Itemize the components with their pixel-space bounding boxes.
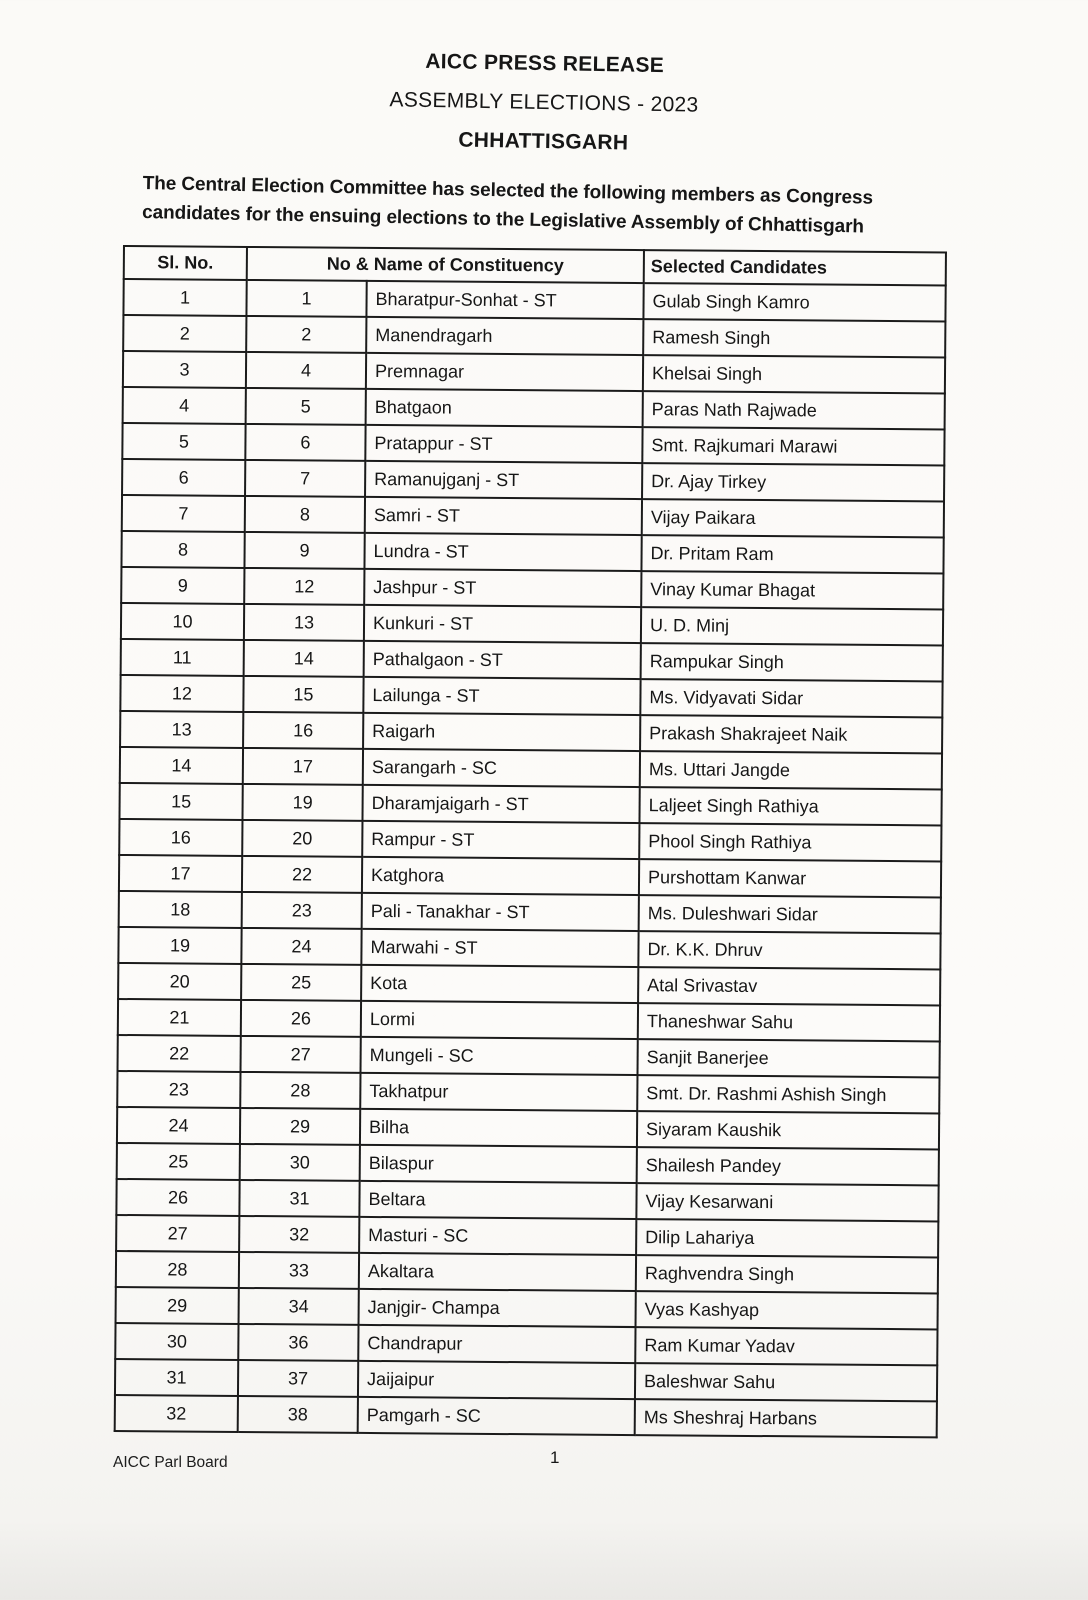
cell-selected-candidate: Vyas Kashyap <box>636 1291 938 1329</box>
cell-constituency-number: 20 <box>242 820 362 857</box>
cell-constituency-name: Samri - ST <box>365 497 642 535</box>
cell-selected-candidate: Smt. Rajkumari Marawi <box>642 427 944 465</box>
table-body <box>115 279 946 1437</box>
cell-constituency-name: Mungeli - SC <box>361 1037 638 1075</box>
cell-constituency-name: Bilaspur <box>360 1145 637 1183</box>
cell-constituency-number: 33 <box>239 1252 359 1289</box>
cell-constituency-number: 29 <box>240 1108 360 1145</box>
cell-serial-number: 24 <box>117 1107 240 1144</box>
cell-serial-number: 13 <box>120 711 243 748</box>
cell-constituency-number: 37 <box>238 1360 358 1397</box>
candidates-table <box>114 245 947 1438</box>
cell-constituency-name: Masturi - SC <box>359 1217 636 1255</box>
cell-constituency-name: Lundra - ST <box>364 533 641 571</box>
cell-serial-number: 8 <box>121 531 244 568</box>
cell-constituency-name: Lormi <box>361 1001 638 1039</box>
cell-selected-candidate: Siyaram Kaushik <box>637 1111 939 1149</box>
cell-selected-candidate: Purshottam Kanwar <box>639 859 941 897</box>
cell-selected-candidate: Dr. K.K. Dhruv <box>638 931 940 969</box>
cell-constituency-name: Ramanujganj - ST <box>365 461 642 499</box>
cell-constituency-number: 8 <box>245 496 365 533</box>
cell-constituency-name: Janjgir- Champa <box>359 1289 636 1327</box>
cell-selected-candidate: Prakash Shakrajeet Naik <box>640 715 942 753</box>
doc-title: AICC PRESS RELEASE <box>425 49 665 78</box>
cell-selected-candidate: Shailesh Pandey <box>637 1147 939 1185</box>
cell-serial-number: 25 <box>117 1143 240 1180</box>
cell-selected-candidate: Vijay Kesarwani <box>636 1183 938 1221</box>
intro-paragraph: The Central Election Committee has selected the following members as Congress candidates for the ensuing elections to the Legislative Assembly of Chhattisgarh <box>141 172 874 237</box>
cell-selected-candidate: Ram Kumar Yadav <box>635 1327 937 1365</box>
cell-selected-candidate: Raghvendra Singh <box>636 1255 938 1293</box>
cell-selected-candidate: Gulab Singh Kamro <box>643 283 945 321</box>
cell-selected-candidate: Dilip Lahariya <box>636 1219 938 1257</box>
cell-constituency-name: Pamgarh - SC <box>358 1397 635 1435</box>
cell-constituency-name: Pathalgaon - ST <box>364 641 641 679</box>
cell-constituency-name: Sarangarh - SC <box>363 749 640 787</box>
cell-constituency-name: Akaltara <box>359 1253 636 1291</box>
cell-constituency-number: 24 <box>241 928 361 965</box>
cell-serial-number: 12 <box>120 675 243 712</box>
cell-serial-number: 31 <box>115 1359 238 1396</box>
cell-constituency-number: 19 <box>242 784 362 821</box>
cell-constituency-number: 1 <box>246 280 366 317</box>
cell-serial-number: 26 <box>116 1179 239 1216</box>
cell-serial-number: 2 <box>123 315 246 352</box>
cell-constituency-number: 6 <box>245 424 365 461</box>
cell-constituency-number: 27 <box>241 1036 361 1073</box>
cell-constituency-number: 38 <box>238 1396 358 1433</box>
cell-serial-number: 1 <box>123 279 246 316</box>
cell-constituency-number: 32 <box>239 1216 359 1253</box>
cell-selected-candidate: Phool Singh Rathiya <box>639 823 941 861</box>
cell-serial-number: 7 <box>122 495 245 532</box>
cell-constituency-name: Premnagar <box>366 353 643 391</box>
cell-constituency-number: 26 <box>241 1000 361 1037</box>
doc-subtitle: ASSEMBLY ELECTIONS - 2023 <box>389 88 699 117</box>
cell-selected-candidate: Dr. Ajay Tirkey <box>642 463 944 501</box>
cell-constituency-number: 4 <box>246 352 366 389</box>
cell-selected-candidate: U. D. Minj <box>641 607 943 645</box>
cell-serial-number: 19 <box>118 927 241 964</box>
cell-selected-candidate: Khelsai Singh <box>643 355 945 393</box>
header-selected-candidates: Selected Candidates <box>644 250 946 285</box>
cell-constituency-name: Bhatgaon <box>366 389 643 427</box>
header-constituency: No & Name of Constituency <box>247 247 644 283</box>
cell-constituency-number: 25 <box>241 964 361 1001</box>
cell-constituency-name: Takhatpur <box>360 1073 637 1111</box>
cell-constituency-number: 13 <box>244 604 364 641</box>
cell-constituency-number: 15 <box>243 676 363 713</box>
cell-serial-number: 23 <box>117 1071 240 1108</box>
cell-constituency-name: Jaijaipur <box>358 1361 635 1399</box>
cell-selected-candidate: Atal Srivastav <box>638 967 940 1005</box>
document-header <box>0 43 1088 164</box>
header-sl-no: Sl. No. <box>124 246 247 280</box>
candidates-table-wrapper <box>114 245 1088 1440</box>
cell-serial-number: 22 <box>118 1035 241 1072</box>
cell-serial-number: 11 <box>121 639 244 676</box>
cell-constituency-number: 14 <box>244 640 364 677</box>
cell-constituency-name: Kota <box>361 965 638 1003</box>
cell-constituency-name: Beltara <box>359 1181 636 1219</box>
cell-selected-candidate: Rampukar Singh <box>641 643 943 681</box>
cell-serial-number: 16 <box>119 819 242 856</box>
cell-selected-candidate: Ms. Uttari Jangde <box>640 751 942 789</box>
cell-constituency-name: Dharamjaigarh - ST <box>362 785 639 823</box>
cell-selected-candidate: Vinay Kumar Bhagat <box>641 571 943 609</box>
cell-selected-candidate: Smt. Dr. Rashmi Ashish Singh <box>637 1075 939 1113</box>
cell-constituency-name: Pratappur - ST <box>365 425 642 463</box>
cell-constituency-number: 12 <box>244 568 364 605</box>
footer-org-label: AICC Parl Board <box>113 1454 228 1471</box>
cell-constituency-number: 22 <box>242 856 362 893</box>
cell-constituency-number: 34 <box>239 1288 359 1325</box>
page-number: 1 <box>550 1448 560 1467</box>
cell-constituency-name: Chandrapur <box>358 1325 635 1363</box>
cell-constituency-number: 23 <box>242 892 362 929</box>
cell-serial-number: 21 <box>118 999 241 1036</box>
cell-selected-candidate: Baleshwar Sahu <box>635 1363 937 1401</box>
cell-constituency-number: 16 <box>243 712 363 749</box>
cell-constituency-name: Raigarh <box>363 713 640 751</box>
cell-selected-candidate: Sanjit Banerjee <box>637 1039 939 1077</box>
cell-constituency-name: Jashpur - ST <box>364 569 641 607</box>
cell-constituency-name: Marwahi - ST <box>361 929 638 967</box>
cell-constituency-number: 5 <box>246 388 366 425</box>
cell-constituency-number: 9 <box>244 532 364 569</box>
cell-selected-candidate: Ms. Vidyavati Sidar <box>640 679 942 717</box>
cell-constituency-name: Pali - Tanakhar - ST <box>362 893 639 931</box>
cell-constituency-name: Kunkuri - ST <box>364 605 641 643</box>
cell-serial-number: 27 <box>116 1215 239 1252</box>
cell-constituency-number: 31 <box>239 1180 359 1217</box>
cell-serial-number: 18 <box>119 891 242 928</box>
cell-constituency-number: 30 <box>240 1144 360 1181</box>
doc-state-title: CHHATTISGARH <box>458 128 629 155</box>
cell-constituency-name: Katghora <box>362 857 639 895</box>
cell-constituency-number: 17 <box>243 748 363 785</box>
table-row <box>115 1395 937 1437</box>
cell-selected-candidate: Paras Nath Rajwade <box>643 391 945 429</box>
cell-serial-number: 5 <box>122 423 245 460</box>
cell-constituency-number: 2 <box>246 316 366 353</box>
cell-constituency-number: 7 <box>245 460 365 497</box>
cell-serial-number: 20 <box>118 963 241 1000</box>
cell-serial-number: 15 <box>119 783 242 820</box>
cell-serial-number: 29 <box>116 1287 239 1324</box>
cell-constituency-number: 28 <box>240 1072 360 1109</box>
document-footer <box>113 1448 965 1472</box>
cell-serial-number: 4 <box>123 387 246 424</box>
cell-selected-candidate: Thaneshwar Sahu <box>638 1003 940 1041</box>
cell-constituency-number: 36 <box>238 1324 358 1361</box>
cell-selected-candidate: Laljeet Singh Rathiya <box>639 787 941 825</box>
cell-serial-number: 6 <box>122 459 245 496</box>
cell-serial-number: 30 <box>115 1323 238 1360</box>
cell-serial-number: 10 <box>121 603 244 640</box>
cell-serial-number: 32 <box>115 1395 238 1432</box>
cell-serial-number: 28 <box>116 1251 239 1288</box>
cell-constituency-name: Rampur - ST <box>362 821 639 859</box>
cell-serial-number: 9 <box>121 567 244 604</box>
cell-serial-number: 3 <box>123 351 246 388</box>
cell-selected-candidate: Ms Sheshraj Harbans <box>635 1399 937 1437</box>
cell-selected-candidate: Dr. Pritam Ram <box>641 535 943 573</box>
cell-constituency-name: Manendragarh <box>366 317 643 355</box>
cell-constituency-name: Lailunga - ST <box>363 677 640 715</box>
cell-serial-number: 14 <box>120 747 243 784</box>
cell-selected-candidate: Ms. Duleshwari Sidar <box>639 895 941 933</box>
cell-constituency-name: Bharatpur-Sonhat - ST <box>366 281 643 319</box>
cell-selected-candidate: Ramesh Singh <box>643 319 945 357</box>
cell-serial-number: 17 <box>119 855 242 892</box>
cell-constituency-name: Bilha <box>360 1109 637 1147</box>
cell-selected-candidate: Vijay Paikara <box>642 499 944 537</box>
